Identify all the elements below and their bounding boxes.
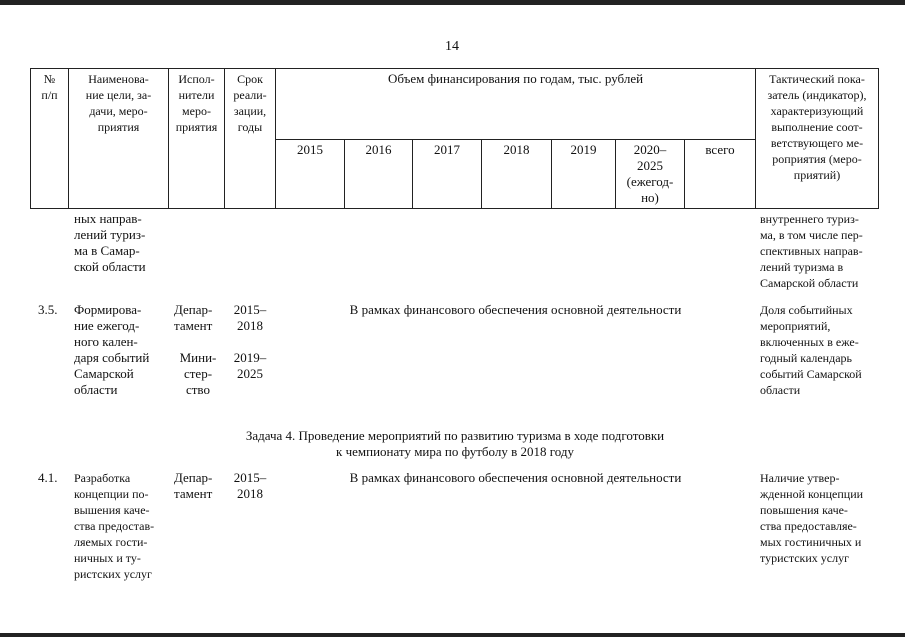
continuation-name: ных направ- лений туриз- ма в Самар- ской области (74, 211, 146, 274)
year-cell: 2018 (503, 142, 530, 157)
year-cell: всего (705, 142, 735, 157)
page-number: 14 (445, 39, 459, 54)
year-cell: 2019 (570, 142, 597, 157)
row-3-5-number: 3.5. (38, 302, 58, 317)
year-cell: 2017 (434, 142, 460, 157)
row-4-1-name: Разработка концепции по- вышения каче- ства предостав- ляемых гости- ничных и ту- ристских услуг (74, 471, 155, 581)
year-cell: 2016 (365, 142, 392, 157)
bottom-border (0, 633, 905, 637)
header-term: Срок реали- зации, годы (233, 72, 267, 134)
header-top-rule (30, 68, 879, 69)
header-bottom-rule (30, 208, 879, 209)
row-3-5-executor-ministry: Мини- стер- ство (179, 350, 217, 397)
header-executor: Испол- нители меро- приятия (175, 72, 218, 134)
row-3-5-term-2: 2019– 2025 (233, 350, 267, 381)
header-financing: Объем финансирования по годам, тыс. рублей (387, 71, 644, 86)
year-cell: 2020– 2025 (ежегод- но) (626, 142, 674, 205)
years-rule (275, 139, 755, 140)
col-divider (878, 68, 879, 209)
row-4-1-indicator: Наличие утвер- жденной концепции повышения каче- ства предоставляе- мых гостиничных и туристских услуг (760, 471, 864, 565)
header-indicator: Тактический пока- затель (индикатор), характеризующий выполнение соот- ветствующего ме- роприятия (меро- приятий) (767, 72, 867, 182)
task-4-heading-line-2: к чемпионату мира по футболу в 2018 году (336, 444, 574, 459)
col-divider (275, 68, 276, 209)
row-4-1-executor: Депар- тамент (174, 470, 213, 501)
year-cell: 2015 (297, 142, 323, 157)
row-4-1-term: 2015– 2018 (233, 470, 267, 501)
header-name: Наименова- ние цели, за- дачи, меро- приятия (85, 72, 152, 134)
task-4-heading-line-1: Задача 4. Проведение мероприятий по развитию туризма в ходе подготовки (245, 428, 665, 443)
row-3-5-executor-department: Депар- тамент (174, 302, 213, 333)
row-4-1-financing: В рамках финансового обеспечения основной деятельности (349, 470, 682, 485)
row-3-5-indicator: Доля событийных мероприятий, включенных в еже- годный календарь событий Самарской области (760, 303, 862, 397)
row-3-5-term-1: 2015– 2018 (233, 302, 267, 333)
row-3-5-financing: В рамках финансового обеспечения основной деятельности (349, 302, 682, 317)
top-border (0, 0, 905, 5)
row-4-1-number: 4.1. (38, 470, 58, 485)
continuation-indicator: внутреннего туриз- ма, в том числе пер- спективных направ- лений туризма в Самарской области (760, 212, 863, 290)
row-3-5-name: Формирова- ние ежегод- ного кален- даря событий Самарской области (74, 302, 150, 397)
header-num: № п/п (41, 72, 58, 102)
